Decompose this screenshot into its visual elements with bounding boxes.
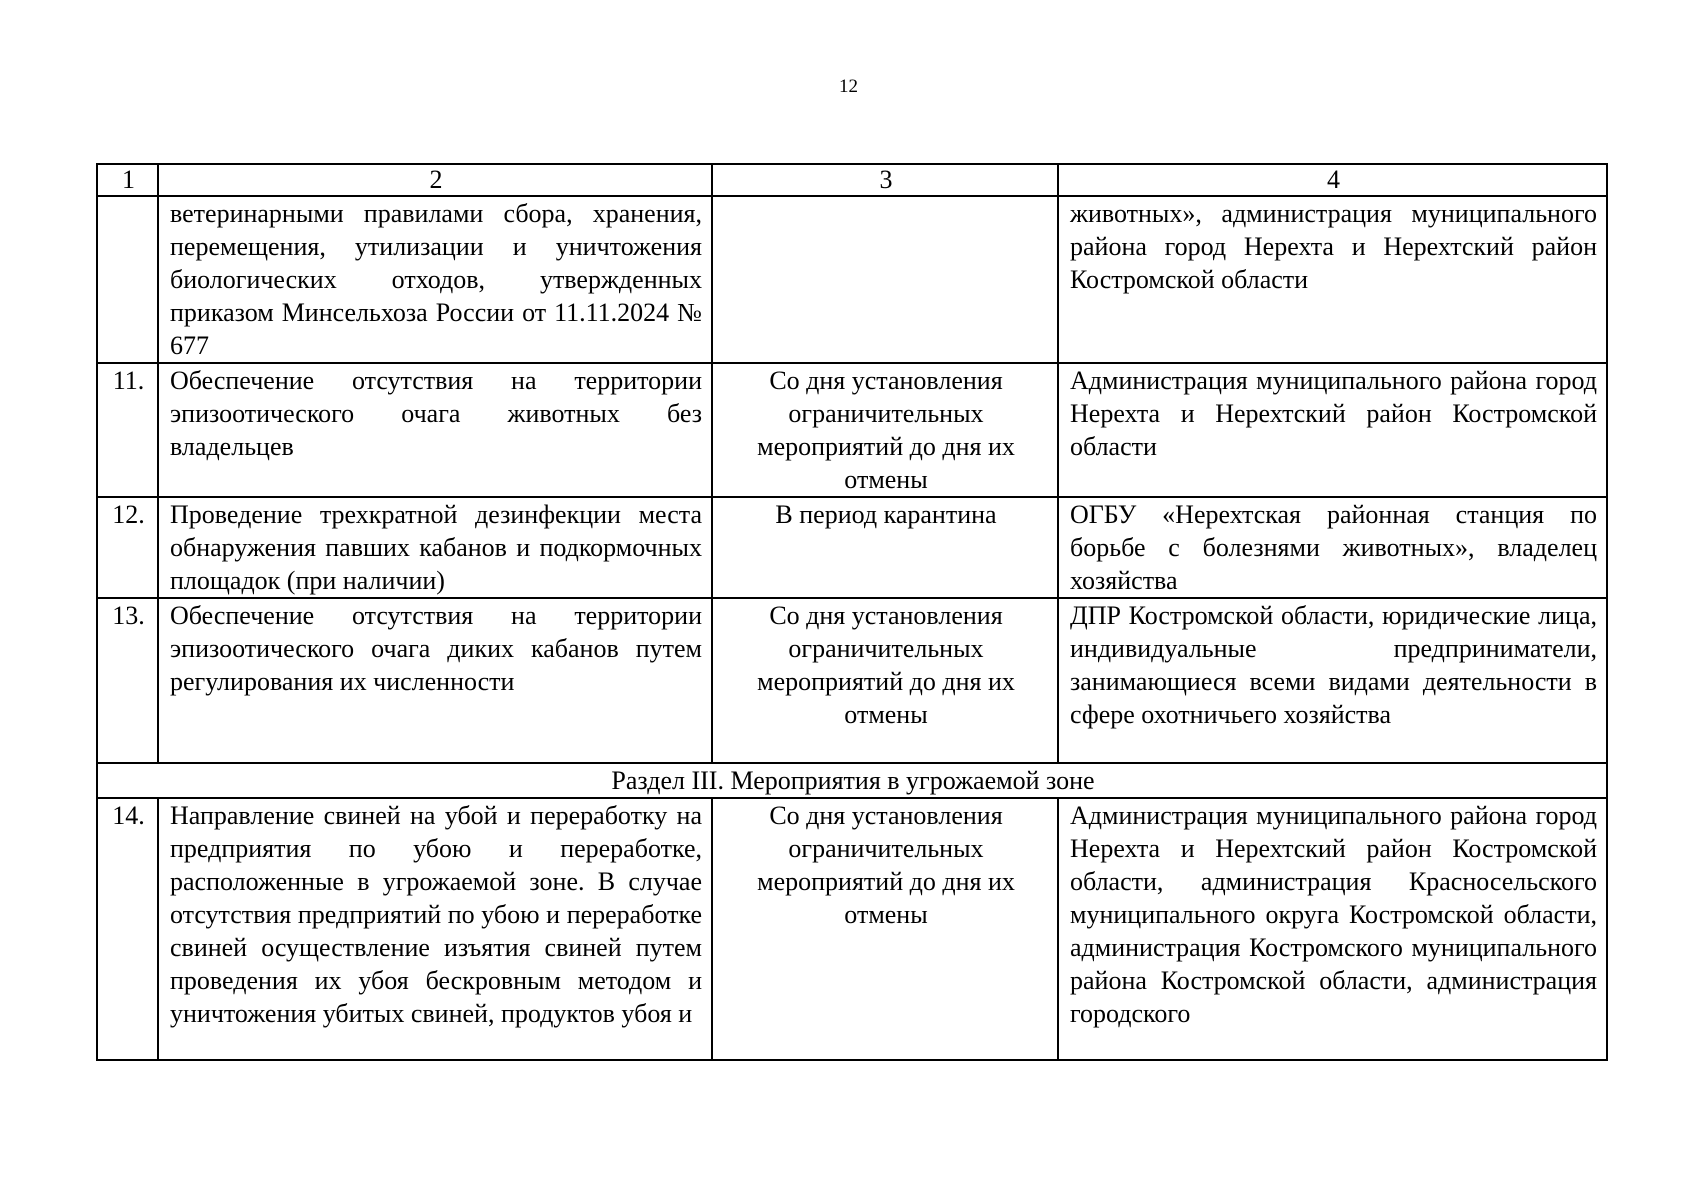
section-row <box>97 763 1607 798</box>
timing-cell: В период карантина <box>712 497 1058 598</box>
table-header-row <box>97 164 1607 196</box>
timing-cell: Со дня установления ограничительных мероприятий до дня их отмены <box>712 798 1058 1060</box>
column-header-4: 4 <box>1058 164 1607 196</box>
row-number-cell: 14. <box>97 798 158 1060</box>
column-header-2: 2 <box>158 164 712 196</box>
measure-cell: Обеспечение отсутствия на территории эпизоотического очага животных без владельцев <box>158 363 712 497</box>
responsible-cell: Администрация муниципального района город Нерехта и Нерехтский район Костромской области, администрация Красносельского муниципального округа Костромской области, администрация Костромского муниципального района Костромской области, администрация городского <box>1058 798 1607 1060</box>
row-number-cell: 13. <box>97 598 158 763</box>
column-header-3: 3 <box>712 164 1058 196</box>
timing-cell <box>712 196 1058 363</box>
measure-cell: ветеринарными правилами сбора, хранения, перемещения, утилизации и уничтожения биологических отходов, утвержденных приказом Минсельхоза России от 11.11.2024 № 677 <box>158 196 712 363</box>
row-number-cell: 11. <box>97 363 158 497</box>
measure-cell: Обеспечение отсутствия на территории эпизоотического очага диких кабанов путем регулирования их численности <box>158 598 712 763</box>
row-number-cell <box>97 196 158 363</box>
responsible-cell: Администрация муниципального района город Нерехта и Нерехтский район Костромской области <box>1058 363 1607 497</box>
responsible-cell: животных», администрация муниципального района город Нерехта и Нерехтский район Костромской области <box>1058 196 1607 363</box>
measures-table <box>96 163 1608 1061</box>
section-title: Раздел III. Мероприятия в угрожаемой зоне <box>97 763 1607 798</box>
table-row-12 <box>97 497 1607 598</box>
responsible-cell: ОГБУ «Нерехтская районная станция по борьбе с болезнями животных», владелец хозяйства <box>1058 497 1607 598</box>
page-number: 12 <box>839 76 858 97</box>
column-header-1: 1 <box>97 164 158 196</box>
responsible-cell: ДПР Костромской области, юридические лица, индивидуальные предприниматели, занимающиеся всеми видами деятельности в сфере охотничьего хозяйства <box>1058 598 1607 763</box>
measure-cell: Направление свиней на убой и переработку на предприятия по убою и переработке, расположенные в угрожаемой зоне. В случае отсутствия предприятий по убою и переработке свиней осуществление изъятия свиней путем проведения их убоя бескровным методом и уничтожения убитых свиней, продуктов убоя и <box>158 798 712 1060</box>
timing-cell: Со дня установления ограничительных мероприятий до дня их отмены <box>712 598 1058 763</box>
table-row-14 <box>97 798 1607 1060</box>
row-number-cell: 12. <box>97 497 158 598</box>
measure-cell: Проведение трехкратной дезинфекции места обнаружения павших кабанов и подкормочных площадок (при наличии) <box>158 497 712 598</box>
table-row-11 <box>97 363 1607 497</box>
table-row-continuation <box>97 196 1607 363</box>
timing-cell: Со дня установления ограничительных мероприятий до дня их отмены <box>712 363 1058 497</box>
table-row-13 <box>97 598 1607 763</box>
